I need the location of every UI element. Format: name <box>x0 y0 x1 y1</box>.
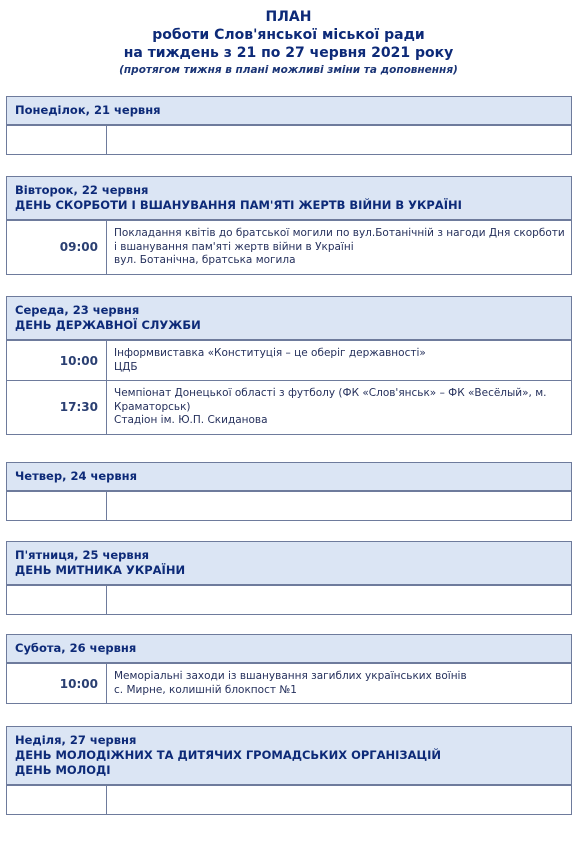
event-description <box>107 341 571 380</box>
event-row <box>7 380 571 434</box>
description-cell <box>107 126 571 154</box>
event-place: Стадіон ім. Ю.П. Скиданова <box>114 414 268 426</box>
day-holiday: ДЕНЬ МОЛОДІ <box>15 763 111 777</box>
time-cell <box>7 492 107 520</box>
day-header <box>7 177 571 220</box>
day-label: Субота, 26 червня <box>15 641 137 655</box>
event-place: с. Мирне, колишній блокпост №1 <box>114 683 297 696</box>
event-title: Чемпіонат Донецької області з футболу (ФК «Слов'янськ» – ФК «Весёлый», м. Краматорськ) <box>114 387 547 413</box>
day-holiday: ДЕНЬ СКОРБОТИ І ВШАНУВАННЯ ПАМ'ЯТІ ЖЕРТВ ВІЙНИ В УКРАЇНІ <box>15 198 462 212</box>
plan-header <box>0 0 577 77</box>
day-block-monday <box>6 96 572 155</box>
day-label: Четвер, 24 червня <box>15 469 137 483</box>
day-header <box>7 727 571 785</box>
event-description <box>107 664 571 703</box>
day-block-sunday <box>6 726 572 815</box>
empty-event-row <box>7 585 571 614</box>
event-row <box>7 220 571 274</box>
day-block-saturday <box>6 634 572 704</box>
empty-event-row <box>7 491 571 520</box>
event-place: вул. Ботанічна, братська могила <box>114 254 296 266</box>
plan-subtitle: (протягом тижня в плані можливі зміни та доповнення) <box>119 64 458 76</box>
description-cell <box>107 492 571 520</box>
plan-title-line-1: ПЛАН <box>265 9 312 25</box>
event-title: Меморіальні заходи із вшанування загиблих українських воїнів <box>114 670 467 682</box>
day-label: Понеділок, 21 червня <box>15 103 161 117</box>
day-label: Середа, 23 червня <box>15 303 140 317</box>
day-block-wednesday <box>6 296 572 435</box>
time-cell <box>7 126 107 154</box>
time-cell <box>7 586 107 614</box>
description-cell <box>107 586 571 614</box>
day-header <box>7 635 571 663</box>
day-holiday: ДЕНЬ МИТНИКА УКРАЇНИ <box>15 563 186 577</box>
event-place: ЦДБ <box>114 360 138 373</box>
description-cell <box>107 786 571 814</box>
day-header <box>7 97 571 125</box>
event-title: Покладання квітів до братської могили по вул.Ботанічній з нагоди Дня скорботи і вшанування пам'яті жертв війни в Україні <box>114 227 565 253</box>
event-time: 17:30 <box>7 381 107 434</box>
plan-title-line-3: на тиждень з 21 по 27 червня 2021 року <box>123 45 454 61</box>
day-header <box>7 542 571 585</box>
day-block-friday <box>6 541 572 615</box>
event-row <box>7 663 571 703</box>
event-description <box>107 221 571 274</box>
day-label: Неділя, 27 червня <box>15 733 137 747</box>
day-header <box>7 297 571 340</box>
plan-title-line-2: роботи Слов'янської міської ради <box>152 27 425 43</box>
day-block-tuesday <box>6 176 572 275</box>
empty-event-row <box>7 785 571 814</box>
day-holiday: ДЕНЬ МОЛОДІЖНИХ ТА ДИТЯЧИХ ГРОМАДСЬКИХ ОРГАНІЗАЦІЙ <box>15 748 442 762</box>
event-time: 10:00 <box>7 341 107 380</box>
empty-event-row <box>7 125 571 154</box>
time-cell <box>7 786 107 814</box>
day-label: Вівторок, 22 червня <box>15 183 149 197</box>
event-time: 10:00 <box>7 664 107 703</box>
day-block-thursday <box>6 462 572 521</box>
event-time: 09:00 <box>7 221 107 274</box>
event-title: Інформвиставка «Конституція – це оберіг державності» <box>114 347 426 359</box>
day-header <box>7 463 571 491</box>
day-label: П'ятниця, 25 червня <box>15 548 150 562</box>
event-description <box>107 381 571 434</box>
event-row <box>7 340 571 380</box>
day-holiday: ДЕНЬ ДЕРЖАВНОЇ СЛУЖБИ <box>15 318 201 332</box>
